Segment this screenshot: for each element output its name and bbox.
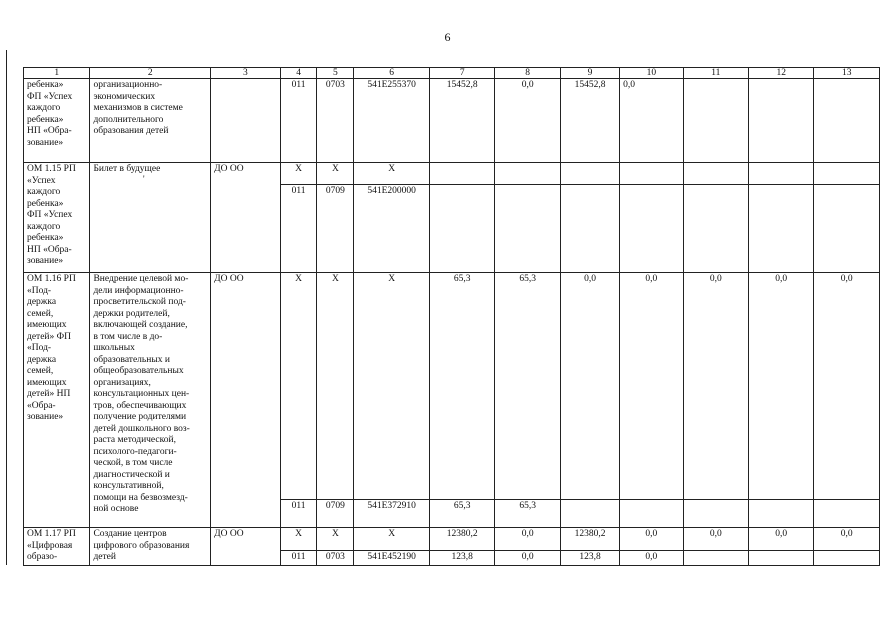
value-cell <box>683 79 748 163</box>
value-cell: 0,0 <box>683 273 748 500</box>
value-cell <box>749 163 814 185</box>
executor-cell <box>211 79 281 163</box>
value-cell <box>814 500 880 528</box>
value-cell: 0,0 <box>814 528 880 551</box>
header-row <box>24 68 880 79</box>
executor-cell: ДО ОО <box>211 528 281 566</box>
value-cell <box>560 163 619 185</box>
description-cell: Билет в будущее <box>90 163 211 273</box>
description-cell: организационно- экономических механизмов в системе дополнительного образования детей <box>90 79 211 163</box>
value-cell <box>495 163 560 185</box>
value-cell: 12380,2 <box>429 528 494 551</box>
value-cell <box>814 79 880 163</box>
value-cell: 15452,8 <box>429 79 494 163</box>
measure-cell: ОМ 1.17 РП «Цифровая образо- <box>24 528 90 566</box>
value-cell: 0,0 <box>560 273 619 500</box>
value-cell <box>683 500 748 528</box>
value-cell <box>429 163 494 185</box>
description-cell: Внедрение целевой мо- дели информационно- просветительской под- держки родителей, включающей создание, в том числе в до- школьных образовательных и общеобразовательных организациях, консультационных цен- тров, обеспечивающих получение родителями детей дошкольного воз- раста методической, психолого-педагоги- ческой, в том числе диагностической и консультативной, помощи на безвозмезд- ной основе <box>90 273 211 528</box>
code-cell: 541E200000 <box>354 185 430 273</box>
code-cell: X <box>317 163 354 185</box>
code-cell: 541E255370 <box>354 79 430 163</box>
stray-mark: ' <box>143 174 145 184</box>
column-header: 6 <box>354 68 430 79</box>
column-header: 1 <box>24 68 90 79</box>
column-header: 2 <box>90 68 211 79</box>
column-header: 7 <box>429 68 494 79</box>
value-cell <box>683 163 748 185</box>
value-cell <box>814 550 880 565</box>
measure-cell: ОМ 1.15 РП «Успех каждого ребенка» ФП «Успех каждого ребенка» НП «Обра- зование» <box>24 163 90 273</box>
code-cell: 541E372910 <box>354 500 430 528</box>
code-cell: X <box>354 273 430 500</box>
budget-table <box>23 67 880 566</box>
page-number: 6 <box>444 30 451 44</box>
value-cell <box>620 163 683 185</box>
value-cell <box>620 500 683 528</box>
column-header: 8 <box>495 68 560 79</box>
value-cell <box>749 550 814 565</box>
code-cell: X <box>280 273 317 500</box>
code-cell: 0709 <box>317 500 354 528</box>
code-cell: X <box>317 273 354 500</box>
executor-cell: ДО ОО <box>211 273 281 528</box>
code-cell: 0703 <box>317 550 354 565</box>
value-cell <box>683 550 748 565</box>
value-cell: 0,0 <box>620 273 683 500</box>
value-cell: 0,0 <box>620 550 683 565</box>
code-cell: 011 <box>280 550 317 565</box>
value-cell: 65,3 <box>429 500 494 528</box>
value-cell: 65,3 <box>429 273 494 500</box>
value-cell: 0,0 <box>495 528 560 551</box>
executor-cell: ДО ОО <box>211 163 281 273</box>
value-cell: 123,8 <box>429 550 494 565</box>
code-cell: 0709 <box>317 185 354 273</box>
value-cell: 0,0 <box>495 79 560 163</box>
value-cell <box>560 500 619 528</box>
column-header: 9 <box>560 68 619 79</box>
measure-cell: ребенка» ФП «Успех каждого ребенка» НП «Обра- зование» <box>24 79 90 163</box>
code-cell: X <box>280 528 317 551</box>
value-cell: 65,3 <box>495 500 560 528</box>
table-row <box>24 79 880 163</box>
code-cell: 0703 <box>317 79 354 163</box>
value-cell: 123,8 <box>560 550 619 565</box>
binding-margin-line <box>6 50 7 565</box>
code-cell: 011 <box>280 500 317 528</box>
value-cell: 0,0 <box>620 528 683 551</box>
value-cell <box>620 185 683 273</box>
code-cell: X <box>317 528 354 551</box>
column-header: 4 <box>280 68 317 79</box>
description-cell: Создание центров цифрового образования детей <box>90 528 211 566</box>
code-cell: X <box>354 163 430 185</box>
value-cell: 0,0 <box>683 528 748 551</box>
value-cell <box>429 185 494 273</box>
code-cell: X <box>280 163 317 185</box>
column-header: 5 <box>317 68 354 79</box>
value-cell: 0,0 <box>814 273 880 500</box>
value-cell: 12380,2 <box>560 528 619 551</box>
value-cell: 0,0 <box>749 528 814 551</box>
value-cell: 0,0 <box>620 79 683 163</box>
measure-cell: ОМ 1.16 РП «Под- держка семей, имеющих детей» ФП «Под- держка семей, имеющих детей» НП «Обра- зование» <box>24 273 90 528</box>
code-cell: 011 <box>280 79 317 163</box>
value-cell <box>749 79 814 163</box>
table-row <box>24 163 880 185</box>
column-header: 12 <box>749 68 814 79</box>
value-cell: 65,3 <box>495 273 560 500</box>
column-header: 13 <box>814 68 880 79</box>
value-cell <box>495 185 560 273</box>
column-header: 3 <box>211 68 281 79</box>
value-cell <box>560 185 619 273</box>
value-cell: 0,0 <box>495 550 560 565</box>
code-cell: 541E452190 <box>354 550 430 565</box>
table-row <box>24 528 880 551</box>
value-cell <box>683 185 748 273</box>
value-cell: 0,0 <box>749 273 814 500</box>
value-cell <box>749 500 814 528</box>
value-cell: 15452,8 <box>560 79 619 163</box>
value-cell <box>814 163 880 185</box>
table-row <box>24 273 880 500</box>
code-cell: X <box>354 528 430 551</box>
column-header: 10 <box>620 68 683 79</box>
value-cell <box>749 185 814 273</box>
column-header: 11 <box>683 68 748 79</box>
code-cell: 011 <box>280 185 317 273</box>
value-cell <box>814 185 880 273</box>
